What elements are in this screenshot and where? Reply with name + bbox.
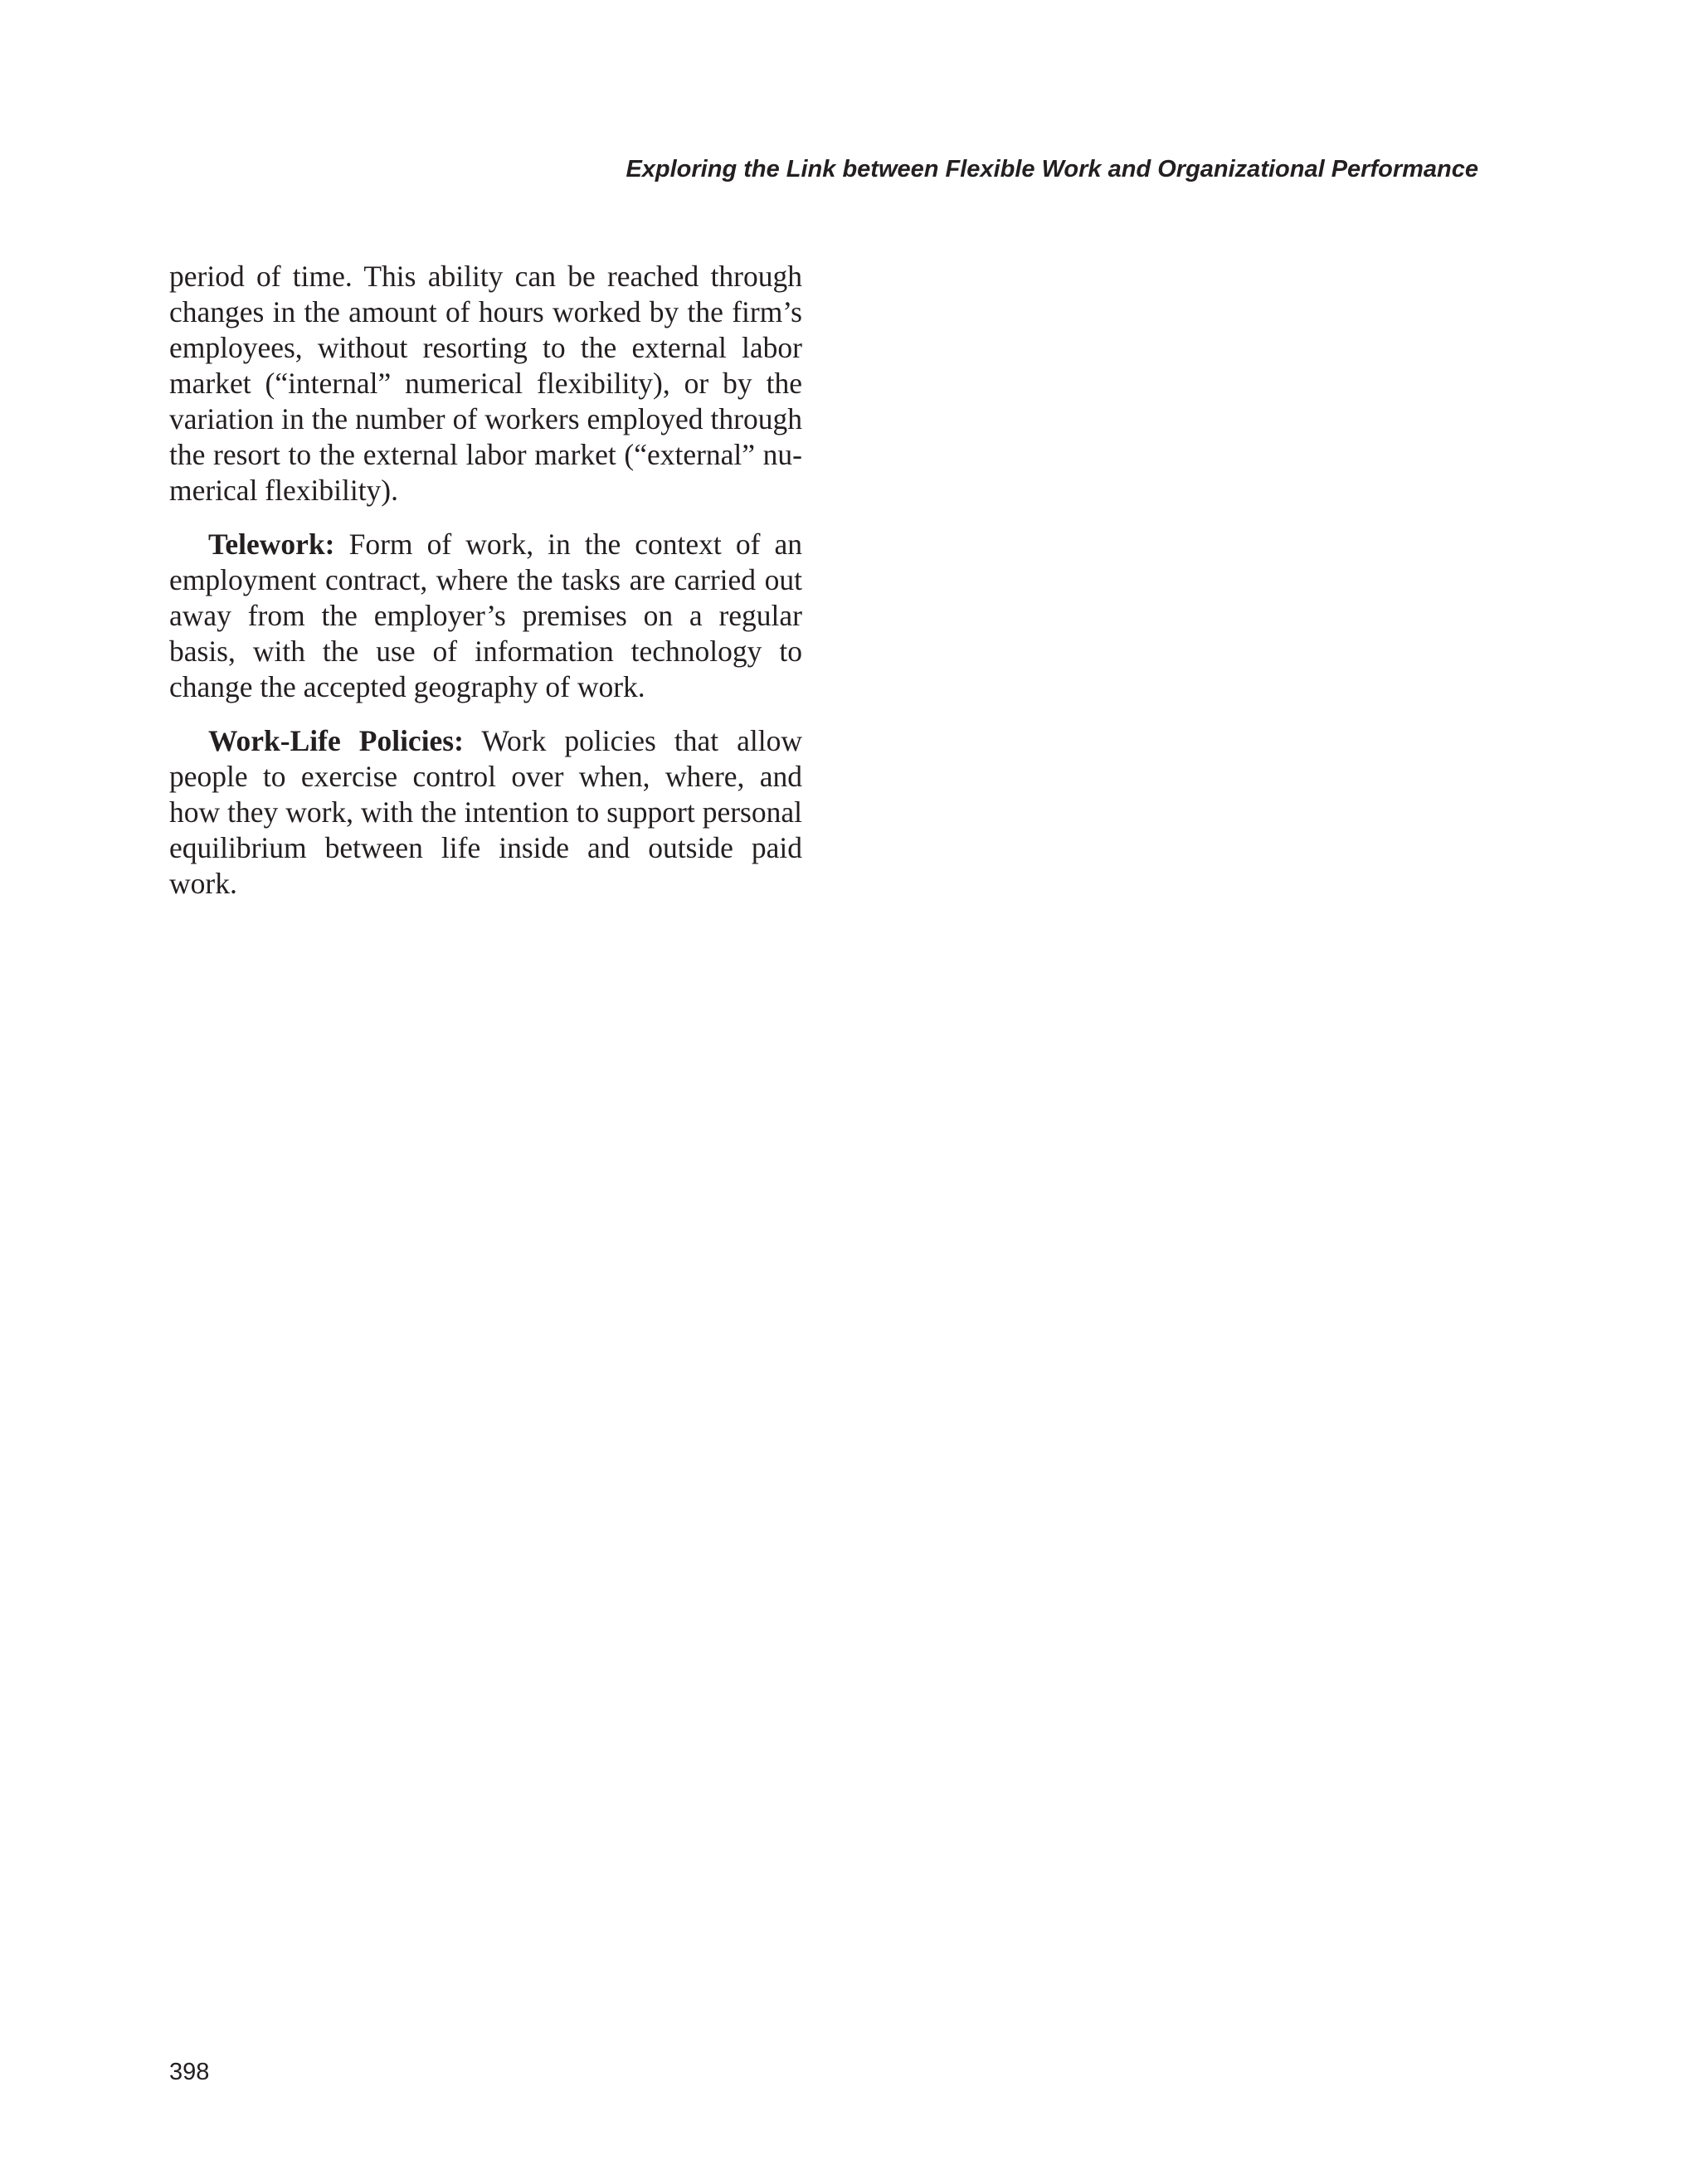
definition-text: Form of work, in the context of an employment contract, where the tasks are carried out away from the employer’s premises on a regular basis, with the use of information technology to change the accepted geography of work. [169,528,802,703]
text-column [169,259,802,920]
definition-term: Work-Life Policies: [208,724,464,757]
continuation-paragraph: period of time. This ability can be reached through changes in the amount of hours worked by the firm’s employees, without resorting to the external labor market (“internal” numerical flexibility), or by the variation in the number of workers employed through the resort to the external labor market (“external” numerical flexibility). [169,260,802,507]
page-number: 398 [169,2059,210,2085]
running-header: Exploring the Link between Flexible Work and Organizational Performance [626,156,1478,182]
definition-text: Work policies that allow people to exercise control over when, where, and how they work, with the intention to support personal equilibrium between life inside and outside paid work. [169,724,802,900]
definition-telework [169,527,802,705]
definition-term: Telework: [208,528,335,561]
definition-work-life-policies [169,723,802,902]
